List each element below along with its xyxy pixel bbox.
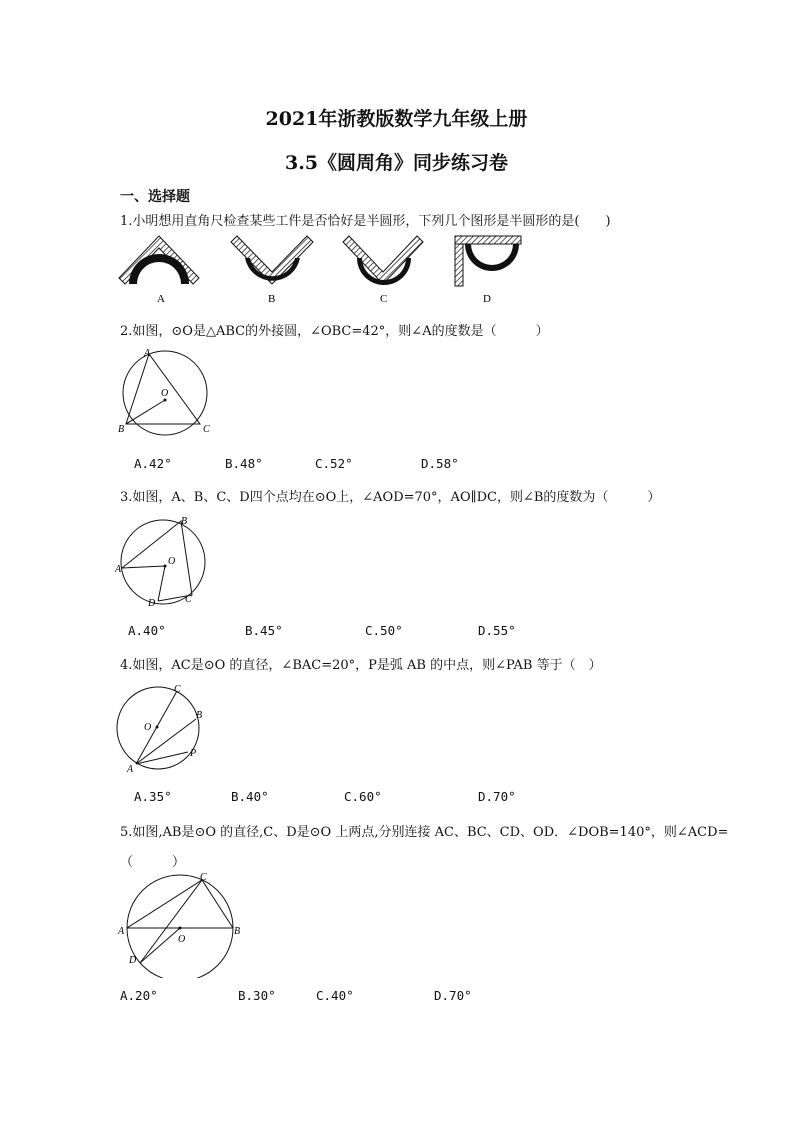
q4-label-b: B bbox=[196, 710, 203, 721]
q3-option-d[interactable]: D.55° bbox=[478, 623, 516, 638]
section-heading: 一、选择题 bbox=[120, 189, 190, 205]
q5-option-b[interactable]: B.30° bbox=[238, 988, 276, 1003]
page-subtitle: 3.5《圆周角》同步练习卷 bbox=[284, 152, 509, 174]
q5-label-b: B bbox=[234, 926, 241, 937]
q2-label-a: A bbox=[144, 348, 151, 359]
figure-1d-label: D bbox=[483, 293, 491, 305]
q4-option-d[interactable]: D.70° bbox=[478, 789, 516, 804]
q4-label-c: C bbox=[174, 684, 181, 695]
q3-option-c[interactable]: C.50° bbox=[365, 623, 403, 638]
question-1-text: 1.小明想用直角尺检查某些工件是否恰好是半圆形，下列几个图形是半圆形的是( ) bbox=[120, 214, 611, 229]
q3-label-c: C bbox=[185, 594, 192, 605]
q5-label-c: C bbox=[200, 872, 207, 883]
q5-label-o: O bbox=[178, 934, 186, 945]
q2-option-b[interactable]: B.48° bbox=[225, 456, 263, 471]
question-3-figure bbox=[113, 514, 213, 610]
question-4-figure bbox=[114, 680, 214, 774]
question-3-text: 3.如图，A、B、C、D四个点均在⊙O上，∠AOD=70°，AO∥DC，则∠B的度数为（ ） bbox=[120, 490, 661, 505]
figure-1d bbox=[455, 236, 521, 286]
figure-1a bbox=[119, 236, 199, 284]
q2-option-c[interactable]: C.52° bbox=[315, 456, 353, 471]
q3-label-o: O bbox=[168, 556, 176, 567]
q5-label-a: A bbox=[118, 926, 125, 937]
q3-label-d: D bbox=[148, 598, 156, 609]
question-2-text: 2.如图，⊙O是△ABC的外接圆，∠OBC=42°，则∠A的度数是（ ） bbox=[120, 324, 549, 339]
q4-option-c[interactable]: C.60° bbox=[344, 789, 382, 804]
q4-option-b[interactable]: B.40° bbox=[231, 789, 269, 804]
q3-label-b: B bbox=[181, 516, 188, 527]
q3-option-a[interactable]: A.40° bbox=[128, 623, 166, 638]
question-5-figure bbox=[116, 872, 246, 978]
q5-label-d: D bbox=[129, 955, 137, 966]
q4-label-p: P bbox=[190, 748, 197, 759]
q5-option-a[interactable]: A.20° bbox=[120, 988, 158, 1003]
figure-1c-label: C bbox=[380, 293, 388, 305]
q2-option-d[interactable]: D.58° bbox=[421, 456, 459, 471]
q2-option-a[interactable]: A.42° bbox=[134, 456, 172, 471]
question-4-text: 4.如图，AC是⊙O 的直径，∠BAC=20°，P是弧 AB 的中点，则∠PAB 等于（ ） bbox=[120, 658, 602, 673]
q5-option-c[interactable]: C.40° bbox=[316, 988, 354, 1003]
question-1-figures bbox=[115, 232, 535, 307]
q2-label-c: C bbox=[203, 424, 210, 435]
figure-1a-label: A bbox=[157, 293, 165, 305]
question-5-text-line1: 5.如图,AB是⊙O 的直径,C、D是⊙O 上两点,分别连接 AC、BC、CD、OD．∠DOB=140°，则∠ACD= bbox=[120, 825, 729, 840]
q5-option-d[interactable]: D.70° bbox=[434, 988, 472, 1003]
question-2-figure bbox=[115, 348, 220, 440]
figure-1c bbox=[343, 236, 423, 285]
q2-label-o: O bbox=[161, 388, 169, 399]
figure-1b bbox=[231, 236, 313, 284]
q3-label-a: A bbox=[115, 564, 122, 575]
q4-label-a: A bbox=[127, 764, 134, 774]
figure-1b-label: B bbox=[268, 293, 276, 305]
q2-label-b: B bbox=[118, 424, 125, 435]
question-5-text-line2: （ ） bbox=[120, 855, 186, 870]
page-title: 2021年浙教版数学九年级上册 bbox=[265, 108, 528, 130]
q4-option-a[interactable]: A.35° bbox=[134, 789, 172, 804]
q4-label-o: O bbox=[144, 722, 152, 733]
q3-option-b[interactable]: B.45° bbox=[245, 623, 283, 638]
